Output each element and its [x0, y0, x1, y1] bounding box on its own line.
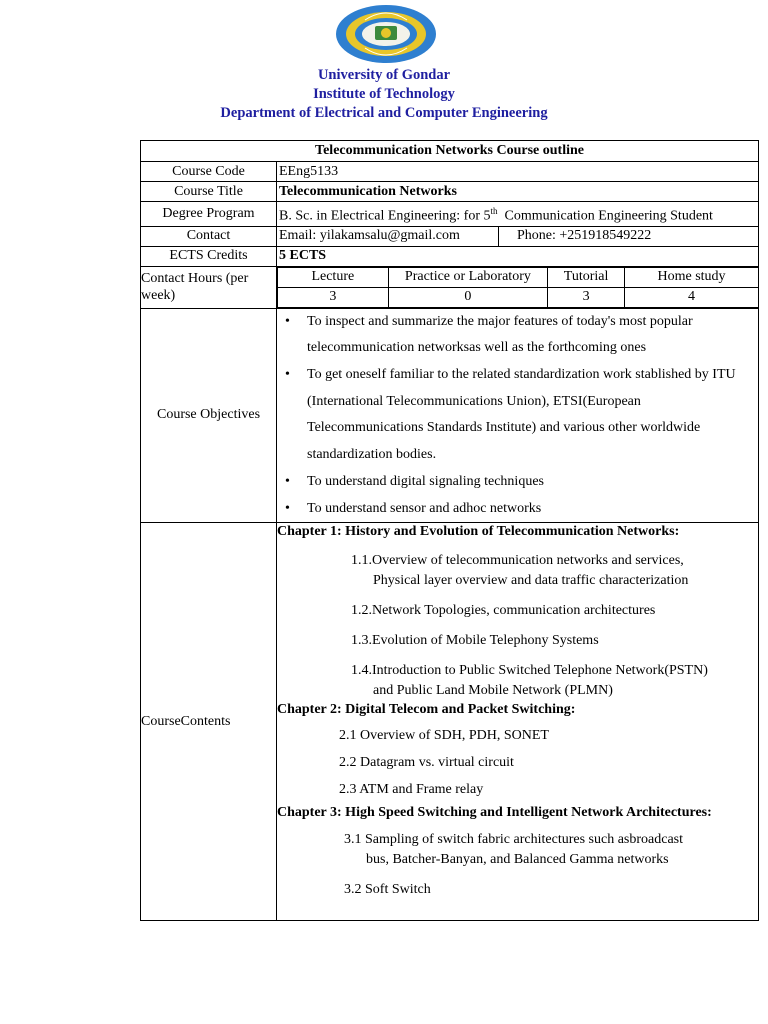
- course-title-label: Course Title: [141, 182, 277, 202]
- degree-text: B. Sc. in Electrical Engineering: for 5: [279, 208, 491, 224]
- section-1-4-line1: 1.4.Introduction to Public Switched Telephone Network(PSTN): [351, 663, 708, 679]
- hours-header-lecture: Lecture: [278, 267, 389, 287]
- objective-item: • To inspect and summarize the major features of today's most popular telecommunication networksas well as the forthcoming ones: [307, 309, 756, 362]
- ects-label: ECTS Credits: [141, 246, 277, 266]
- objective-item: • To understand digital signaling techniques: [307, 469, 756, 496]
- section-3-1: [277, 830, 758, 870]
- hours-header-practice: Practice or Laboratory: [388, 267, 548, 287]
- section-1-1-line1: 1.1.Overview of telecommunication networks and services,: [351, 553, 684, 569]
- hours-header-tutorial: Tutorial: [548, 267, 625, 287]
- degree-value: [277, 202, 759, 227]
- chapter-2-title: Chapter 2: Digital Telecom and Packet Switching:: [277, 702, 576, 718]
- objectives-label: Course Objectives: [141, 308, 277, 523]
- contact-hours-table: [277, 267, 758, 308]
- degree-label: Degree Program: [141, 202, 277, 227]
- section-3-1-line1: 3.1 Sampling of switch fabric architectures such asbroadcast: [344, 832, 684, 848]
- objectives-cell: [277, 308, 759, 523]
- objective-item: • To get oneself familiar to the related standardization work stablished by ITU (International Telecommunications Union), ETSI(European Telecommunications Standards Institute) and various other worldwide standardization bodies.: [307, 362, 756, 469]
- chapter-3-title: Chapter 3: High Speed Switching and Intelligent Network Architectures:: [277, 805, 712, 821]
- university-logo-icon: [335, 4, 437, 64]
- objective-item: • To understand sensor and adhoc networks: [307, 496, 756, 523]
- chapter-1-title: Chapter 1: History and Evolution of Telecommunication Networks:: [277, 524, 680, 540]
- contact-hours-label: Contact Hours (per week): [141, 266, 277, 308]
- section-3-1-line2: bus, Batcher-Banyan, and Balanced Gamma networks: [366, 852, 669, 868]
- section-1-1-line2: Physical layer overview and data traffic characterization: [373, 573, 689, 589]
- institute-name: Institute of Technology: [313, 86, 455, 102]
- course-code-label: Course Code: [141, 162, 277, 182]
- section-1-3: 1.3.Evolution of Mobile Telephony Systems: [351, 633, 599, 649]
- hours-header-home-study: Home study: [625, 267, 759, 287]
- section-3-2: 3.2 Soft Switch: [344, 882, 431, 898]
- outline-title: Telecommunication Networks Course outline: [141, 141, 759, 162]
- hours-value-home-study: 4: [625, 287, 759, 307]
- department-name: Department of Electrical and Computer Engineering: [220, 105, 548, 121]
- degree-superscript: th: [490, 206, 498, 216]
- hours-value-tutorial: 3: [548, 287, 625, 307]
- contact-hours-cell: [277, 266, 759, 308]
- section-2-1: 2.1 Overview of SDH, PDH, SONET: [339, 728, 549, 744]
- contents-cell: [277, 523, 759, 921]
- contact-email: Email: yilakamsalu@gmail.com: [277, 226, 499, 246]
- section-1-2: 1.2.Network Topologies, communication architectures: [351, 603, 656, 619]
- degree-text-rest: Communication Engineering Student: [497, 208, 713, 224]
- section-1-4-line2: and Public Land Mobile Network (PLMN): [373, 683, 613, 699]
- contact-phone: Phone: +251918549222: [499, 226, 759, 246]
- section-1-4: [277, 661, 758, 701]
- objectives-list: [279, 309, 756, 523]
- university-name: University of Gondar: [317, 67, 451, 83]
- ects-value: 5 ECTS: [277, 246, 759, 266]
- section-2-3: 2.3 ATM and Frame relay: [339, 782, 484, 798]
- hours-value-lecture: 3: [278, 287, 389, 307]
- course-title-value: Telecommunication Networks: [277, 182, 759, 202]
- section-1-1: [277, 551, 758, 591]
- course-code-value: EEng5133: [277, 162, 759, 182]
- section-2-2: 2.2 Datagram vs. virtual circuit: [339, 755, 514, 771]
- contents-label: CourseContents: [141, 523, 277, 921]
- course-outline-table: [140, 140, 759, 921]
- contact-label: Contact: [141, 226, 277, 246]
- hours-value-practice: 0: [388, 287, 548, 307]
